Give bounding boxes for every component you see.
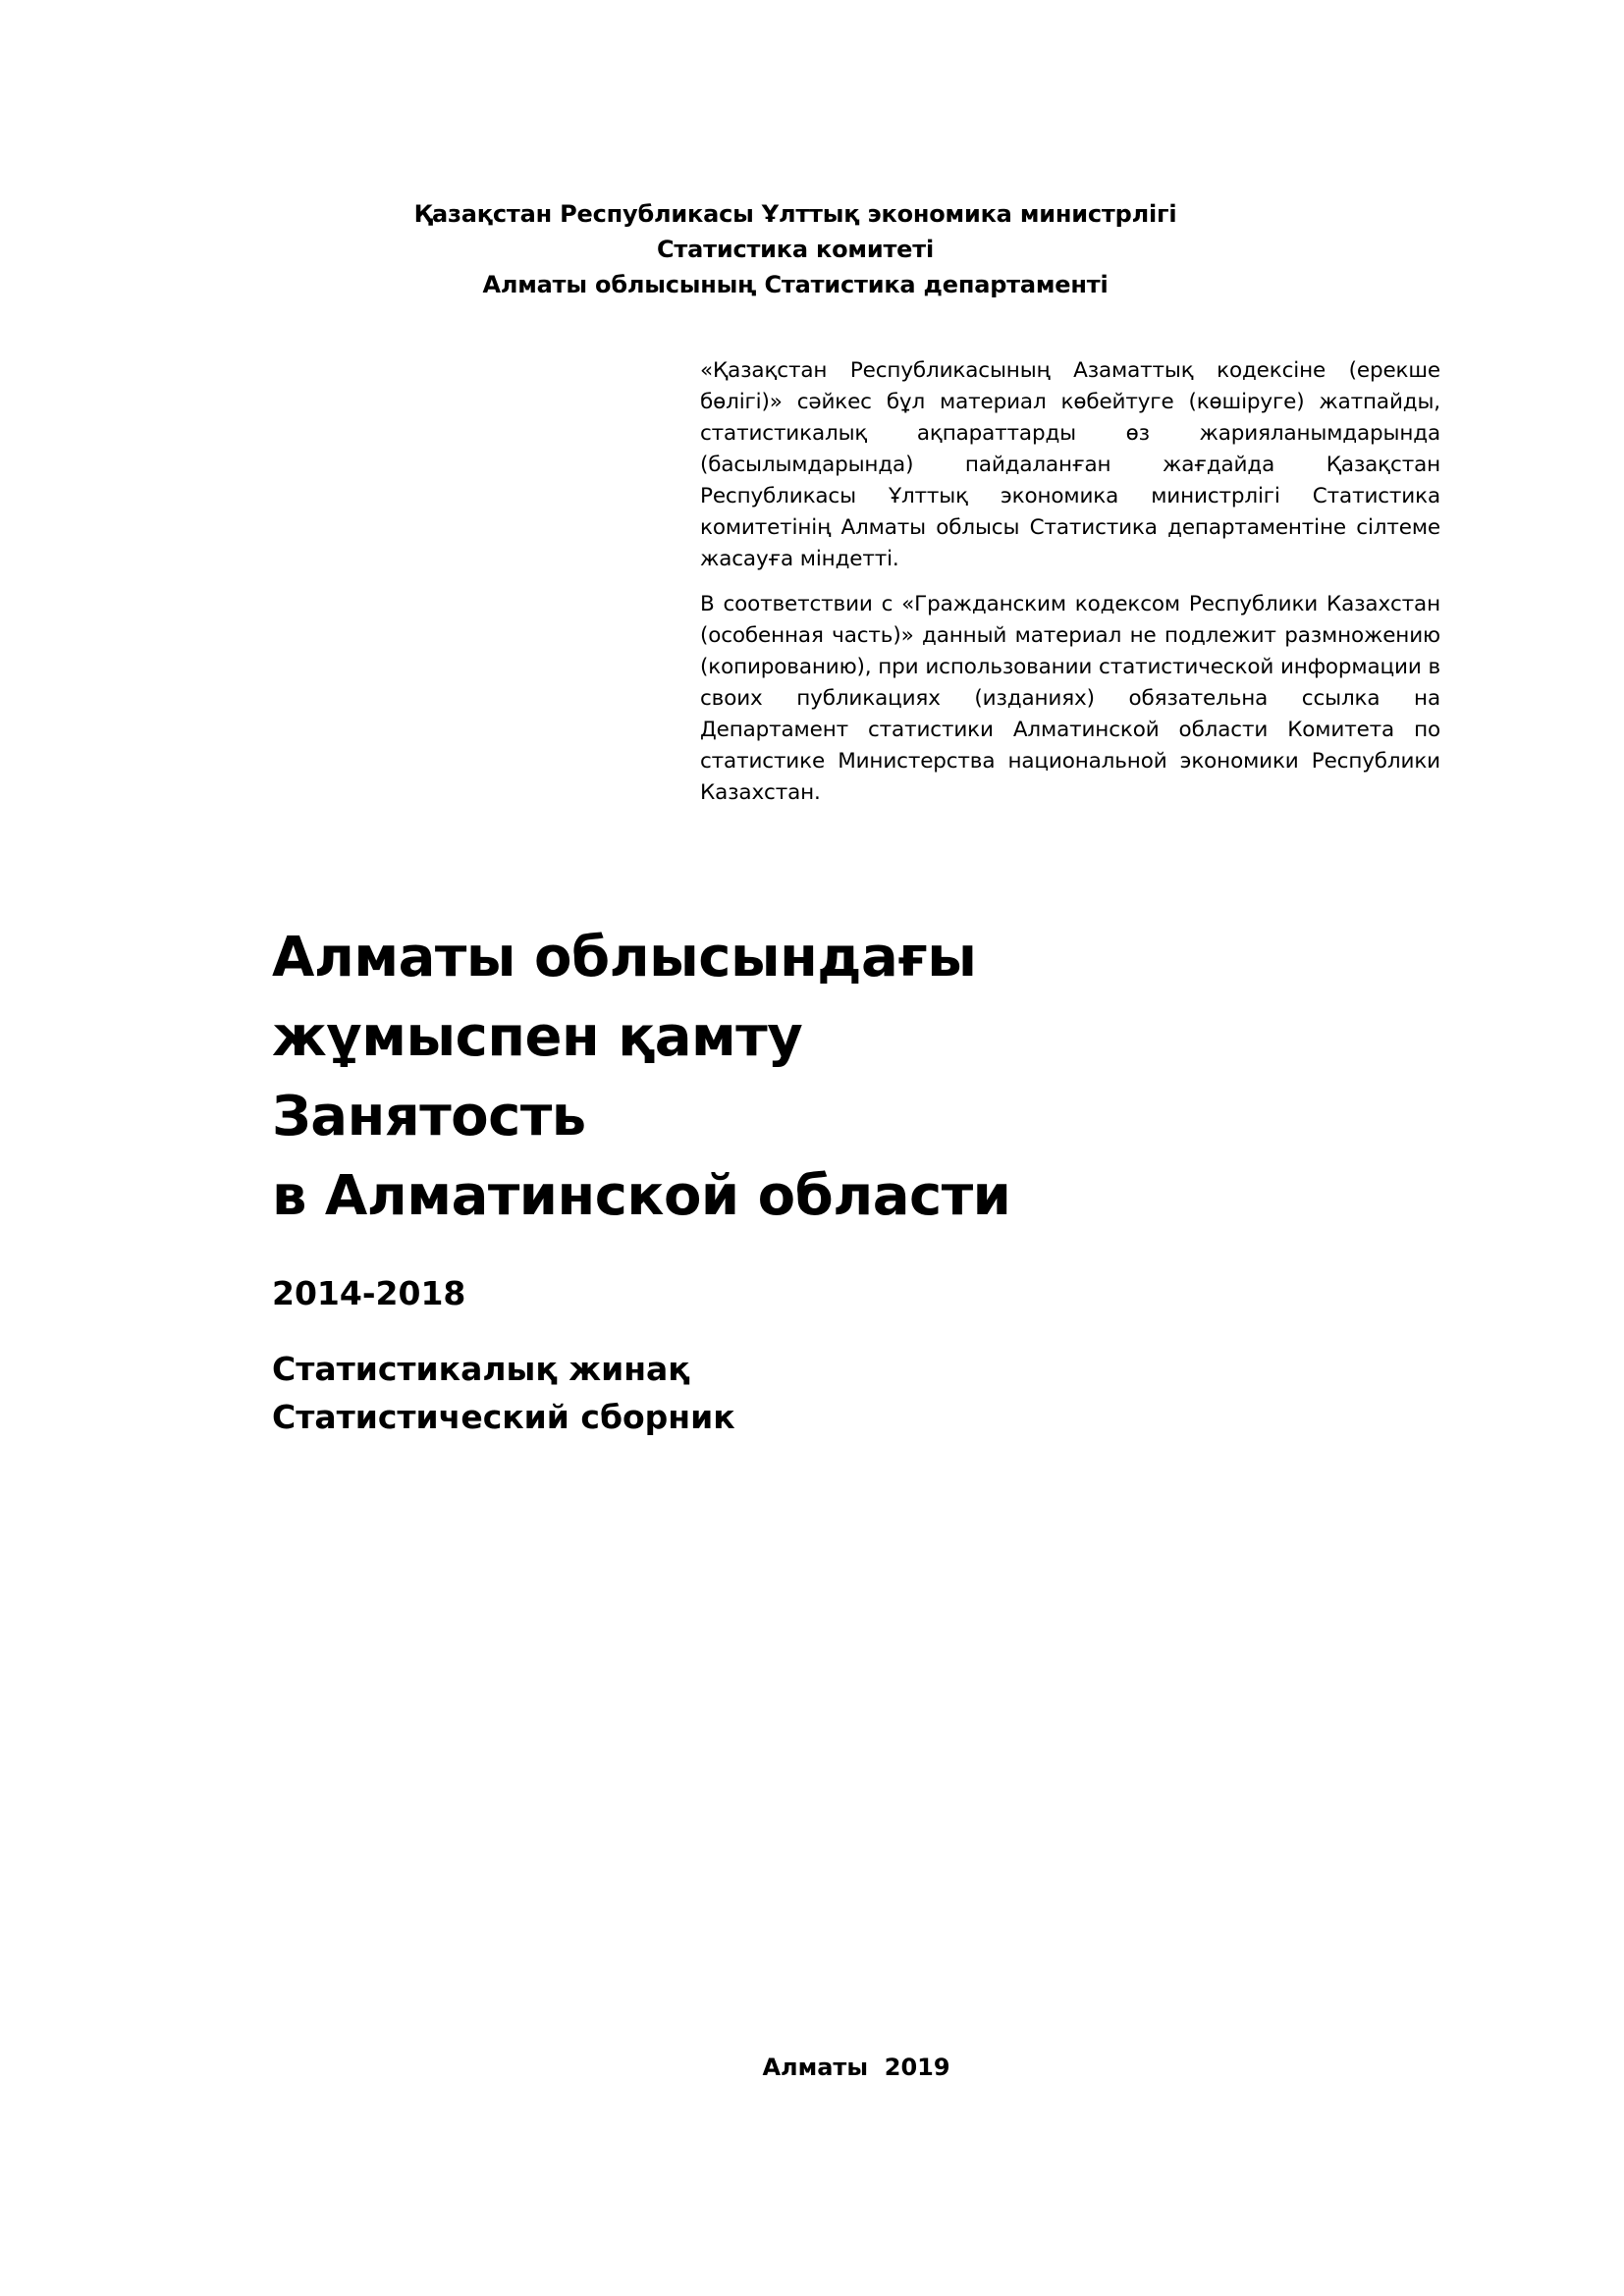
committee-name: Статистика комитеті bbox=[657, 236, 934, 263]
publication-title bbox=[272, 918, 1010, 1236]
title-russian-line-2: в Алматинской области bbox=[272, 1164, 1011, 1228]
publication-type bbox=[272, 1345, 735, 1441]
copyright-notice-kazakh: «Қазақстан Республикасының Азаматтық кодексіне (ерекше бөлігі)» сәйкес бұл материал көбейтуге (көшіруге) жатпайды, статистикалық ақпараттарды өз жарияланымдарында (басылымдарында) пайдаланған жағдайда Қазақстан Республикасы Ұлттық экономика министрлігі Статистика комитетінің Алматы облысы Статистика департаментіне сілтеме жасауға міндетті. bbox=[700, 358, 1440, 571]
department-name: Алматы облысының Статистика департаменті bbox=[482, 271, 1109, 298]
title-kazakh-line-1: Алматы облысындағы bbox=[272, 926, 977, 989]
ministry-name: Қазақстан Республикасы Ұлттық экономика министрлігі bbox=[413, 200, 1177, 228]
publication-type-kazakh: Статистикалық жинақ bbox=[272, 1350, 690, 1388]
publisher-header bbox=[0, 196, 1624, 302]
year-range: 2014-2018 bbox=[272, 1274, 466, 1312]
title-russian-line-1: Занятость bbox=[272, 1085, 586, 1148]
copyright-notice bbox=[700, 355, 1440, 823]
copyright-notice-russian: В соответствии с «Гражданским кодексом Республики Казахстан (особенная часть)» данный материал не подлежит размножению (копированию), при использовании статистической информации в своих публикациях (изданиях) обязательна ссылка на Департамент статистики Алматинской области Комитета по статистике Министерства национальной экономики Республики Казахстан. bbox=[700, 592, 1440, 805]
place-and-year: Алматы 2019 bbox=[762, 2054, 950, 2081]
publication-type-russian: Статистический сборник bbox=[272, 1398, 735, 1436]
title-kazakh-line-2: жұмыспен қамту bbox=[272, 1005, 803, 1069]
